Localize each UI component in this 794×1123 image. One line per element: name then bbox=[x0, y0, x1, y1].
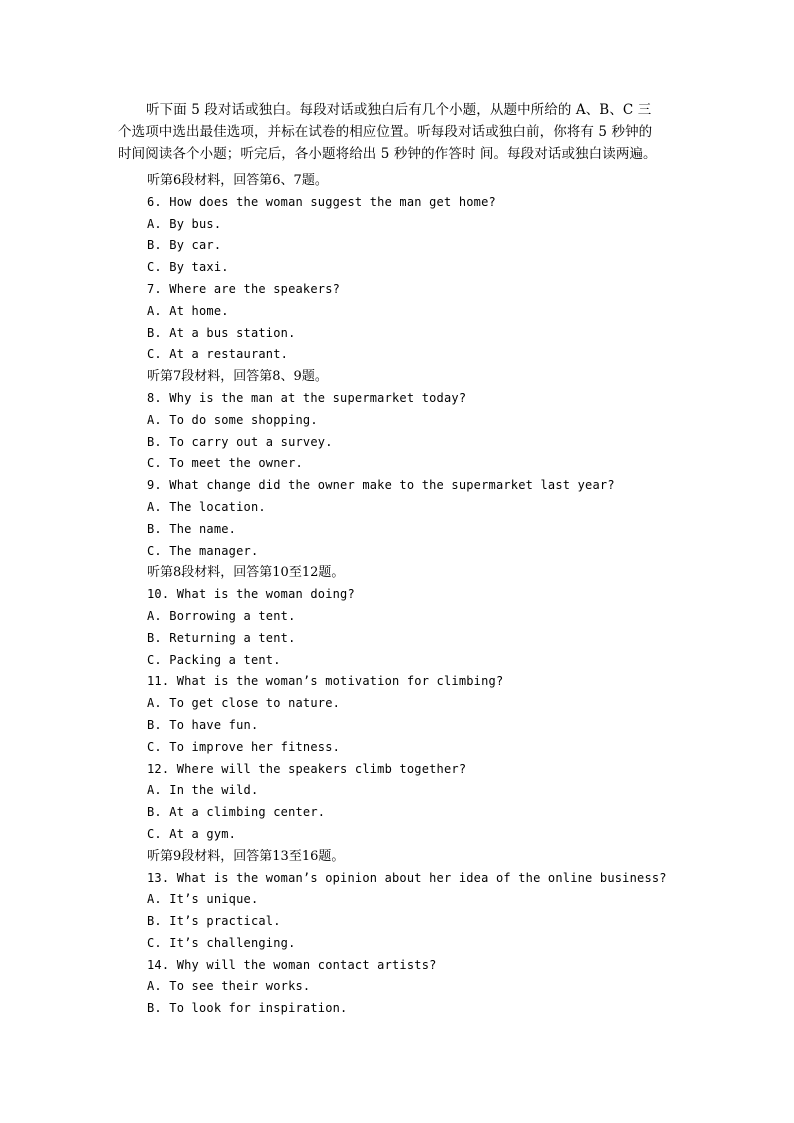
option-6a: A. By bus. bbox=[147, 216, 222, 231]
question-list bbox=[147, 170, 667, 1020]
option-8b: B. To carry out a survey. bbox=[147, 434, 333, 449]
option-7c: C. At a restaurant. bbox=[147, 347, 289, 362]
option-7a: A. At home. bbox=[147, 303, 229, 318]
option-11a: A. To get close to nature. bbox=[147, 696, 341, 711]
question-12: 12. Where will the speakers climb together? bbox=[147, 761, 467, 776]
option-9a: A. The location. bbox=[147, 499, 266, 514]
option-9c: C. The manager. bbox=[147, 543, 259, 558]
option-14b: B. To look for inspiration. bbox=[147, 1001, 348, 1016]
option-10b: B. Returning a tent. bbox=[147, 630, 296, 645]
option-10c: C. Packing a tent. bbox=[147, 652, 281, 667]
question-7: 7. Where are the speakers? bbox=[147, 281, 341, 296]
question-13: 13. What is the woman’s opinion about her idea of the online business? bbox=[147, 870, 667, 885]
option-12b: B. At a climbing center. bbox=[147, 805, 326, 820]
option-11c: C. To improve her fitness. bbox=[147, 739, 341, 754]
option-14a: A. To see their works. bbox=[147, 979, 311, 994]
option-13c: C. It’s challenging. bbox=[147, 935, 296, 950]
option-8a: A. To do some shopping. bbox=[147, 412, 318, 427]
question-10: 10. What is the woman doing? bbox=[147, 587, 355, 602]
section-heading: 听第8段材料，回答第10至12题。 bbox=[147, 565, 345, 581]
question-8: 8. Why is the man at the supermarket today? bbox=[147, 390, 467, 405]
section-heading: 听第9段材料，回答第13至16题。 bbox=[147, 848, 345, 864]
option-6c: C. By taxi. bbox=[147, 260, 229, 275]
option-11b: B. To have fun. bbox=[147, 717, 259, 732]
option-9b: B. The name. bbox=[147, 521, 237, 536]
question-11: 11. What is the woman’s motivation for climbing? bbox=[147, 674, 504, 689]
option-8c: C. To meet the owner. bbox=[147, 456, 303, 471]
option-10a: A. Borrowing a tent. bbox=[147, 608, 296, 623]
option-7b: B. At a bus station. bbox=[147, 325, 296, 340]
option-12a: A. In the wild. bbox=[147, 783, 259, 798]
section-heading: 听第7段材料，回答第8、9题。 bbox=[147, 369, 328, 385]
question-9: 9. What change did the owner make to the supermarket last year? bbox=[147, 478, 615, 493]
question-14: 14. Why will the woman contact artists? bbox=[147, 957, 437, 972]
question-6: 6. How does the woman suggest the man get home? bbox=[147, 194, 496, 209]
option-13a: A. It’s unique. bbox=[147, 892, 259, 907]
option-6b: B. By car. bbox=[147, 238, 222, 253]
option-12c: C. At a gym. bbox=[147, 826, 237, 841]
section-heading: 听第6段材料，回答第6、7题。 bbox=[147, 173, 328, 188]
instructions-paragraph: 听下面 5 段对话或独白。每段对话或独白后有几个小题，从题中所给的 A、B、C 三个选项中选出最佳选项，并标在试卷的相应位置。听每段对话或独白前，你将有 5 秒钟的时间阅读各个小题；听完后，各小题将给出 5 秒钟的作答时 间。每段对话或独白读两遍。 bbox=[118, 102, 657, 162]
option-13b: B. It’s practical. bbox=[147, 914, 281, 929]
